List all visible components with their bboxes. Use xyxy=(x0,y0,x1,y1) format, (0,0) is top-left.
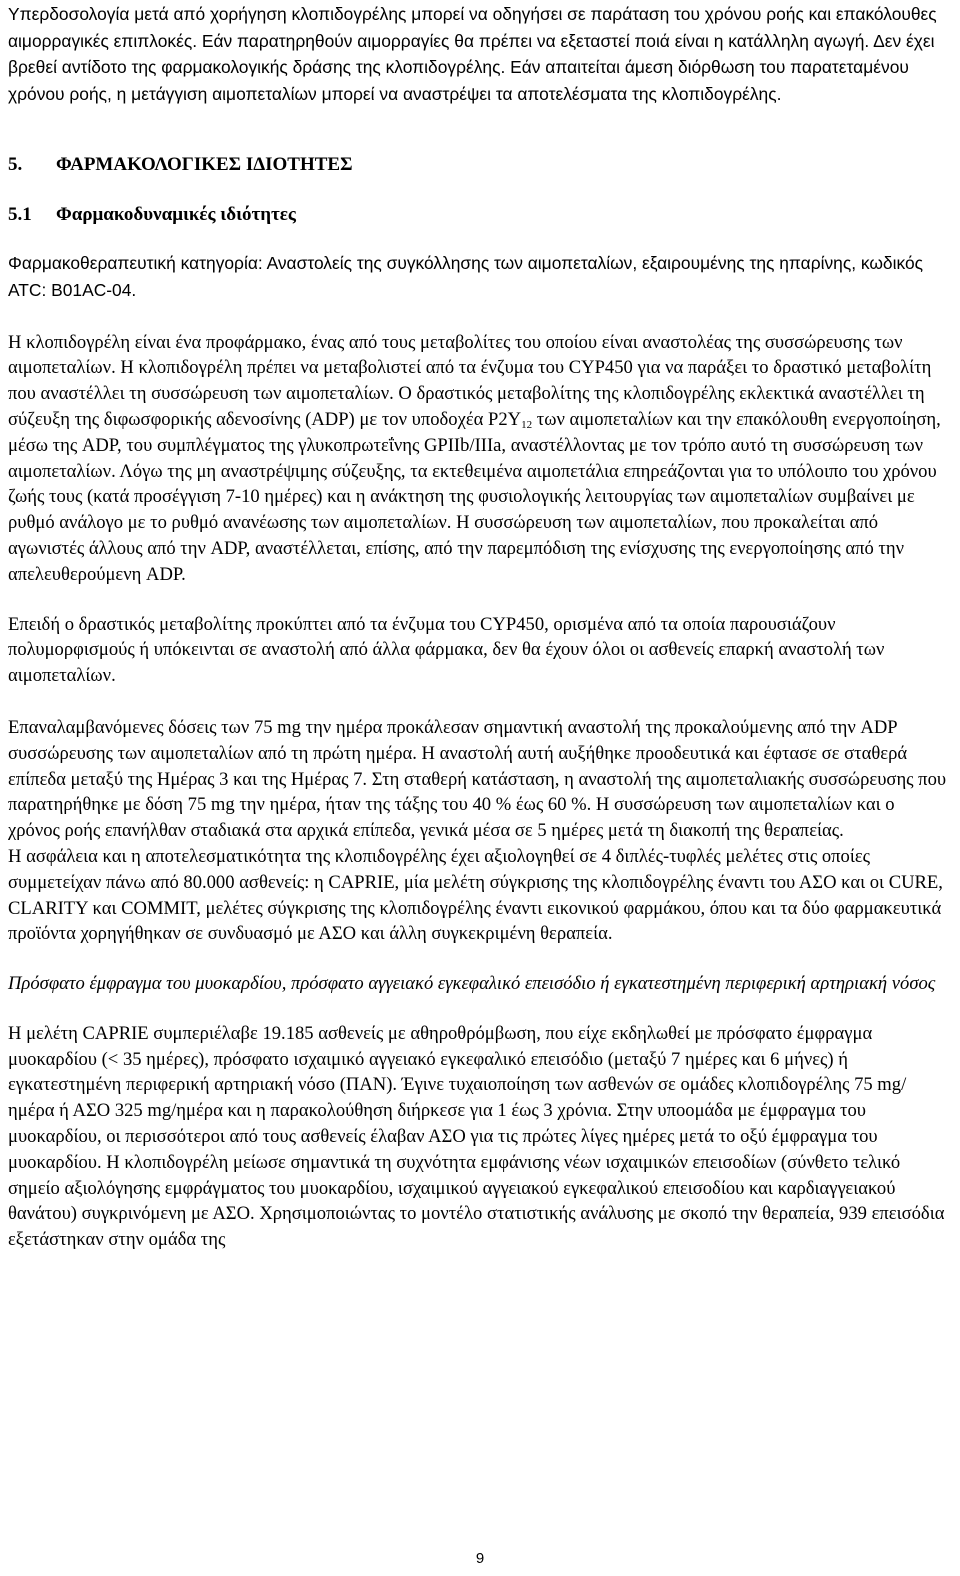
atc-paragraph: Φαρμακοθεραπευτική κατηγορία: Αναστολείς της συγκόλλησης των αιμοπεταλίων, εξαιρουμένης της ηπαρίνης, κωδικός ATC: B01AC-04. xyxy=(8,253,924,300)
mechanism-text-2: των αιμοπεταλίων και την επακόλουθη ενεργοποίηση, μέσω της ADP, του συμπλέγματος της γλυκοπρωτεΐνης GPIIb/IIIa, αναστέλλοντας με τον τρόπο αυτό τη συσσώρευση των αιμοπεταλίων. Λόγω της μη αναστρέψιμης σύζευξης, τα εκτεθειμένα αιμοπετάλια επηρεάζονται για το υπόλοιπο του χρόνου ζωής τους (κατά προσέγγιση 7-10 ημέρες) και η ανάκτηση της φυσιολογικής λειτουργίας των αιμοπεταλίων συμβαίνει με ρυθμό ανάλογο με το ρυθμό ανανέωσης των αιμοπεταλίων. Η συσσώρευση των αιμοπεταλίων, που προκαλείται από αγωνιστές άλλους από την ADP, αναστέλλεται, επίσης, από την παρεμπόδιση της ενίσχυσης της ενεργοποίησης από την απελευθερούμενη ADP. xyxy=(8,408,941,585)
dosing-paragraph: Επαναλαμβανόμενες δόσεις των 75 mg την ημέρα προκάλεσαν σημαντική αναστολή της προκαλούμενης από την ADP συσσώρευσης των αιμοπεταλίων από τη πρώτη ημέρα. Η αναστολή αυτή αυξήθηκε προοδευτικά και έφτασε σε σταθερά επίπεδα μεταξύ της Ημέρας 3 και της Ημέρας 7. Στη σταθερή κατάσταση, η αναστολή της αιμοπεταλιακής συσσώρευσης που παρατηρήθηκε με δόση 75 mg την ημέρα, ήταν της τάξης του 40 % έως 60 %. Η συσσώρευση των αιμοπεταλίων και ο χρόνος ροής επανήλθαν σταδιακά στα αρχικά επίπεδα, γενικά μέσα σε 5 ημέρες μετά τη διακοπή της θεραπείας. xyxy=(8,716,947,842)
intro-paragraph: Υπερδοσολογία μετά από χορήγηση κλοπιδογρέλης μπορεί να οδηγήσει σε παράταση του χρόνου ροής και επακόλουθες αιμορραγικές επιπλοκές. Εάν παρατηρηθούν αιμορραγίες θα πρέπει να εξεταστεί ποιά είναι η κατάλληλη αγωγή. Δεν έχει βρεθεί αντίδοτο της φαρμακολογικής δράσης της κλοπιδογρέλης. Εάν απαιτείται άμεση διόρθωση του παρατεταμένου χρόνου ροής, η μετάγγιση αιμοπεταλίων μπορεί να αναστρέψει τα αποτελέσματα της κλοπιδογρέλης. xyxy=(8,4,937,104)
section-5-title: ΦΑΡΜΑΚΟΛΟΓΙΚΕΣ ΙΔΙΟΤΗΤΕΣ xyxy=(56,154,353,176)
section-5-number: 5. xyxy=(8,154,23,176)
section-5-1-title: Φαρμακοδυναμικές ιδιότητες xyxy=(56,204,296,226)
studies-paragraph: Η ασφάλεια και η αποτελεσματικότητα της κλοπιδογρέλης έχει αξιολογηθεί σε 4 διπλές-τυφλές μελέτες στις οποίες συμμετείχαν πάνω από 80.000 ασθενείς: η CAPRIE, μία μελέτη σύγκρισης της κλοπιδογρέλης έναντι του ΑΣΟ και οι CURE, CLARITY και COMMIT, μελέτες σύγκρισης της κλοπιδογρέλης έναντι εικονικού φαρμάκου, όπου και τα δύο φαρμακευτικά προϊόντα χορηγήθηκαν σε συνδυασμό με ΑΣΟ και άλλη συγκεκριμένη θεραπεία. xyxy=(8,845,943,945)
polymorphism-paragraph: Επειδή ο δραστικός μεταβολίτης προκύπτει από τα ένζυμα του CYP450, ορισμένα από τα οποία παρουσιάζουν πολυμορφισμούς ή υπόκεινται σε αναστολή από άλλα φάρμακα, δεν θα έχουν όλοι οι ασθενείς επαρκή αναστολή των αιμοπεταλίων. xyxy=(8,613,885,687)
mechanism-text-1: Η κλοπιδογρέλη είναι ένα προφάρμακο, ένας από τους μεταβολίτες του οποίου είναι αναστολέας της συσσώρευσης των αιμοπεταλίων. Η κλοπιδογρέλη πρέπει να μεταβολιστεί από τα ένζυμα του CYP450 για να παράξει το δραστικό μεταβολίτη που αναστέλλει τη συσσώρευση των αιμοπεταλίων. Ο δραστικός μεταβολίτης της κλοπιδογρέλης εκλεκτικά αναστέλλει τη σύζευξη της διφωσφορικής αδενοσίνης (ADP) με τον υποδοχέα P2Y xyxy=(8,331,932,430)
italic-subheading: Πρόσφατο έμφραγμα του μυοκαρδίου, πρόσφατο αγγειακό εγκεφαλικό επεισόδιο ή εγκατεστημένη περιφερική αρτηριακή νόσος xyxy=(8,973,936,995)
caprie-paragraph: Η μελέτη CAPRIE συμπεριέλαβε 19.185 ασθενείς με αθηροθρόμβωση, που είχε εκδηλωθεί με πρόσφατο έμφραγμα μυοκαρδίου (< 35 ημέρες), πρόσφατο ισχαιμικό αγγειακό εγκεφαλικό επεισόδιο (μεταξύ 7 ημέρες και 6 μήνες) ή εγκατεστημένη περιφερική αρτηριακή νόσο (ΠΑΝ). Έγινε τυχαιοποίηση των ασθενών σε ομάδες κλοπιδογρέλης 75 mg/ημέρα ή ΑΣΟ 325 mg/ημέρα και η παρακολούθηση διήρκεσε για 1 έως 3 χρόνια. Στην υποομάδα με έμφραγμα του μυοκαρδίου, οι περισσότεροι από τους ασθενείς έλαβαν ΑΣΟ για τις πρώτες λίγες ημέρες μετά το οξύ έμφραγμα του μυοκαρδίου. Η κλοπιδογρέλη μείωσε σημαντικά τη συχνότητα εμφάνισης νέων ισχαιμικών επεισοδίων (σύνθετο τελικό σημείο αξιολόγησης εμφράγματος του μυοκαρδίου, ισχαιμικού αγγειακού εγκεφαλικού επεισοδίου και καρδιαγγειακού θανάτου) συγκρινόμενη με ΑΣΟ. Χρησιμοποιώντας το μοντέλο στατιστικής ανάλυσης με σκοπό την θεραπεία, 939 επεισόδια εξετάστηκαν στην ομάδα της xyxy=(8,1022,945,1251)
document-page xyxy=(8,0,948,1253)
section-5-1-heading xyxy=(8,202,948,228)
mechanism-paragraph xyxy=(8,330,948,588)
receptor-subscript: 12 xyxy=(521,418,533,431)
section-5-heading xyxy=(8,152,948,178)
section-5-1-number: 5.1 xyxy=(8,204,32,226)
page-number: 9 xyxy=(475,1550,485,1567)
